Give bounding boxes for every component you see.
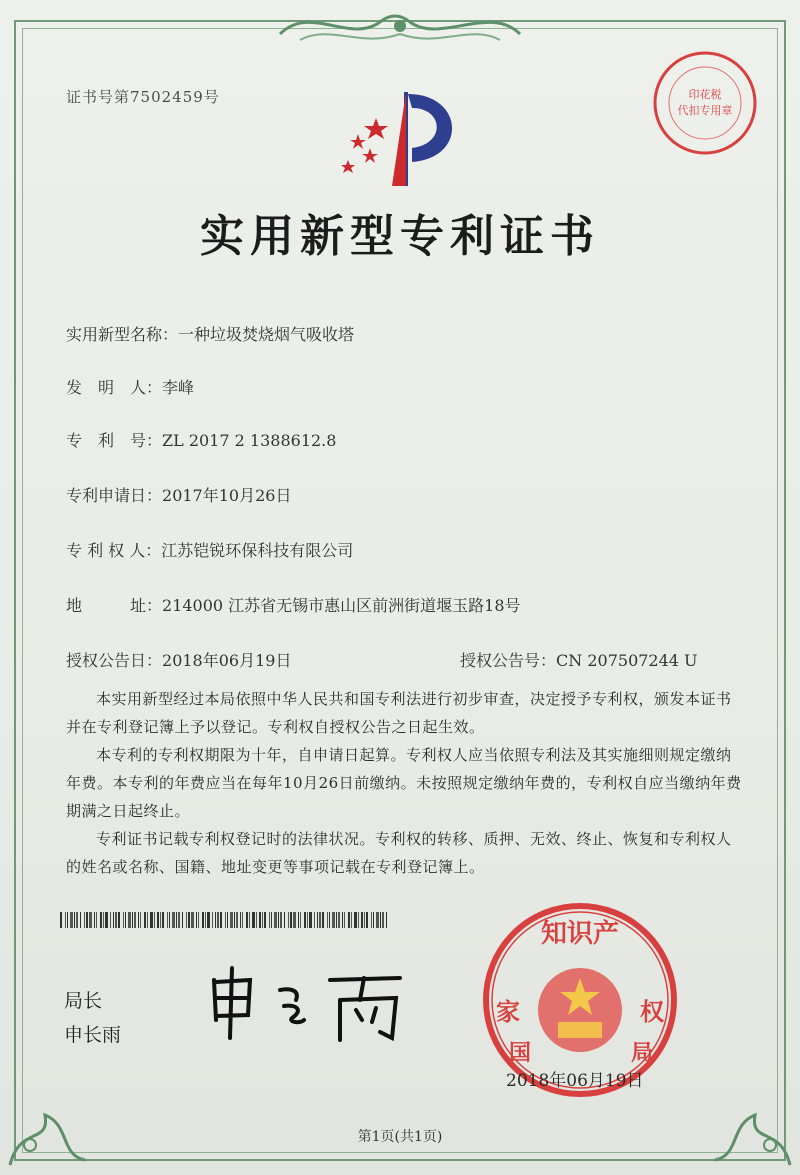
barcode-bar: [300, 912, 301, 928]
field-label: 授权公告日：: [66, 651, 163, 670]
paragraph-1: 本实用新型经过本局依照中华人民共和国专利法进行初步审查，决定授予专利权，颁发本证书并在专利登记簿上予以登记。专利权自授权公告之日起生效。: [66, 690, 732, 736]
barcode-bar: [202, 912, 204, 928]
barcode-bar: [169, 912, 170, 928]
barcode-bar: [240, 912, 241, 928]
barcode-bar: [230, 912, 233, 928]
barcode-bar: [338, 912, 340, 928]
field-inventor: [66, 375, 194, 398]
barcode-bar: [67, 912, 68, 928]
field-value: CN 207507244 U: [556, 651, 698, 670]
barcode-bar: [351, 912, 352, 928]
barcode-bar: [358, 912, 359, 928]
barcode-bar: [278, 912, 279, 928]
field-value: 一种垃圾焚烧烟气吸收塔: [178, 325, 355, 344]
barcode-bar: [336, 912, 337, 928]
svg-text:印花税: 印花税: [688, 88, 722, 101]
barcode-bar: [246, 912, 248, 928]
barcode-bar: [361, 912, 363, 928]
field-value: 2018年06月19日: [162, 651, 292, 670]
barcode-bar: [329, 912, 330, 928]
barcode-bar: [242, 912, 243, 928]
barcode-bar: [220, 912, 222, 928]
field-filing-date: [66, 483, 291, 506]
barcode-bar: [178, 912, 180, 928]
certificate-number: 证书号第7502459号: [66, 88, 220, 106]
barcode-bar: [366, 912, 368, 928]
barcode-bar: [150, 912, 153, 928]
barcode-bar: [188, 912, 190, 928]
barcode-bar: [123, 912, 124, 928]
barcode-bar: [105, 912, 108, 928]
barcode-bar: [94, 912, 95, 928]
barcode-bar: [212, 912, 213, 928]
barcode-bar: [298, 912, 299, 928]
barcode-bar: [252, 912, 255, 928]
barcode-bar: [60, 912, 62, 928]
barcode-bar: [84, 912, 85, 928]
barcode-bar: [147, 912, 148, 928]
page-number: 第1页(共1页): [357, 1129, 443, 1145]
barcode-bar: [132, 912, 133, 928]
barcode-bar: [215, 912, 216, 928]
barcode-bar: [162, 912, 164, 928]
barcode-bar: [227, 912, 228, 928]
barcode-bar: [80, 912, 81, 928]
barcode-bar: [118, 912, 120, 928]
field-value: 2017年10月26日: [162, 486, 292, 505]
svg-text:家: 家: [496, 998, 520, 1026]
barcode-bar: [322, 912, 324, 928]
page-title: 实用新型专利证书: [200, 211, 600, 262]
barcode-bar: [317, 912, 318, 928]
barcode-bar: [74, 912, 75, 928]
signature-name: 申长雨: [64, 1024, 122, 1046]
barcode-bar: [280, 912, 282, 928]
field-value: 李峰: [162, 378, 195, 397]
barcode-bar: [364, 912, 365, 928]
barcode-bar: [103, 912, 104, 928]
barcode-bar: [65, 912, 66, 928]
barcode-bar: [217, 912, 219, 928]
barcode: [60, 912, 400, 928]
barcode-bar: [100, 912, 102, 928]
barcode-bar: [271, 912, 272, 928]
barcode-bar: [259, 912, 261, 928]
field-value: 214000 江苏省无锡市惠山区前洲街道堰玉路18号: [162, 596, 521, 615]
barcode-bar: [256, 912, 257, 928]
svg-text:局: 局: [630, 1041, 654, 1066]
barcode-bar: [344, 912, 345, 928]
barcode-bar: [236, 912, 238, 928]
barcode-bar: [332, 912, 335, 928]
svg-text:国: 国: [508, 1041, 532, 1066]
barcode-bar: [373, 912, 374, 928]
barcode-bar: [314, 912, 315, 928]
barcode-bar: [307, 912, 308, 928]
barcode-bar: [113, 912, 114, 928]
barcode-bar: [382, 912, 384, 928]
field-value: ZL 2017 2 1388612.8: [162, 431, 337, 450]
top-ornament: [270, 4, 530, 54]
barcode-bar: [354, 912, 357, 928]
field-value: 江苏铠锐环保科技有限公司: [161, 541, 354, 560]
barcode-bar: [348, 912, 350, 928]
barcode-bar: [172, 912, 175, 928]
barcode-bar: [284, 912, 285, 928]
barcode-bar: [319, 912, 321, 928]
svg-text:知识产: 知识产: [540, 919, 620, 949]
barcode-bar: [154, 912, 155, 928]
barcode-bar: [76, 912, 78, 928]
barcode-bar: [160, 912, 161, 928]
barcode-bar: [376, 912, 379, 928]
field-utility-name: [66, 322, 354, 345]
barcode-bar: [309, 912, 312, 928]
seal-date: 2018年06月19日: [506, 1071, 644, 1091]
barcode-bar: [144, 912, 146, 928]
barcode-bar: [138, 912, 139, 928]
field-address: [66, 593, 521, 616]
field-label: 地 址：: [66, 596, 163, 615]
paragraph-3: 专利证书记载专利权登记时的法律状况。专利权的转移、质押、无效、终止、恢复和专利权人的姓名或名称、国籍、地址变更等事项记载在专利登记簿上。: [66, 830, 732, 876]
field-grant-number: [460, 648, 698, 671]
barcode-bar: [371, 912, 372, 928]
barcode-bar: [140, 912, 141, 928]
barcode-bar: [196, 912, 197, 928]
barcode-bar: [70, 912, 73, 928]
signature-role: 局长: [64, 990, 103, 1012]
barcode-bar: [290, 912, 292, 928]
barcode-bar: [262, 912, 263, 928]
field-label: 实用新型名称：: [66, 325, 179, 344]
barcode-bar: [89, 912, 92, 928]
field-patentee: [66, 538, 353, 561]
barcode-bar: [304, 912, 306, 928]
barcode-bar: [134, 912, 136, 928]
barcode-bar: [234, 912, 235, 928]
barcode-bar: [115, 912, 117, 928]
field-grant-date: [66, 648, 291, 671]
barcode-bar: [176, 912, 177, 928]
field-label: 专利申请日：: [66, 486, 163, 505]
barcode-bar: [198, 912, 199, 928]
barcode-bar: [288, 912, 289, 928]
cnipa-logo-icon: [336, 88, 466, 188]
handwritten-signature: [200, 960, 420, 1050]
barcode-bar: [249, 912, 250, 928]
barcode-bar: [167, 912, 168, 928]
barcode-bar: [110, 912, 111, 928]
barcode-bar: [182, 912, 183, 928]
tax-stamp: [650, 48, 760, 158]
barcode-bar: [269, 912, 270, 928]
barcode-bar: [186, 912, 187, 928]
barcode-bar: [191, 912, 194, 928]
field-label: 专 利 号：: [66, 431, 163, 450]
barcode-bar: [327, 912, 328, 928]
barcode-bar: [264, 912, 266, 928]
barcode-bar: [86, 912, 88, 928]
barcode-bar: [293, 912, 296, 928]
field-label: 专 利 权 人：: [66, 541, 162, 560]
paragraph-2: 本专利的专利权期限为十年，自申请日起算。专利权人应当依照专利法及其实施细则规定缴纳年费。本专利的年费应当在每年10月26日前缴纳。未按照规定缴纳年费的，专利权自应当缴纳年费期满之日起终止。: [66, 746, 742, 820]
field-label: 授权公告号：: [460, 651, 557, 670]
barcode-bar: [207, 912, 210, 928]
field-patent-number: [66, 428, 336, 451]
barcode-bar: [205, 912, 206, 928]
svg-text:权: 权: [640, 998, 664, 1026]
svg-text:代扣专用章: 代扣专用章: [677, 104, 733, 117]
barcode-bar: [125, 912, 126, 928]
barcode-bar: [342, 912, 343, 928]
barcode-bar: [386, 912, 387, 928]
field-label: 发 明 人：: [66, 378, 163, 397]
barcode-bar: [128, 912, 131, 928]
barcode-bar: [274, 912, 277, 928]
barcode-bar: [380, 912, 381, 928]
barcode-bar: [225, 912, 226, 928]
barcode-bar: [96, 912, 97, 928]
barcode-bar: [157, 912, 159, 928]
